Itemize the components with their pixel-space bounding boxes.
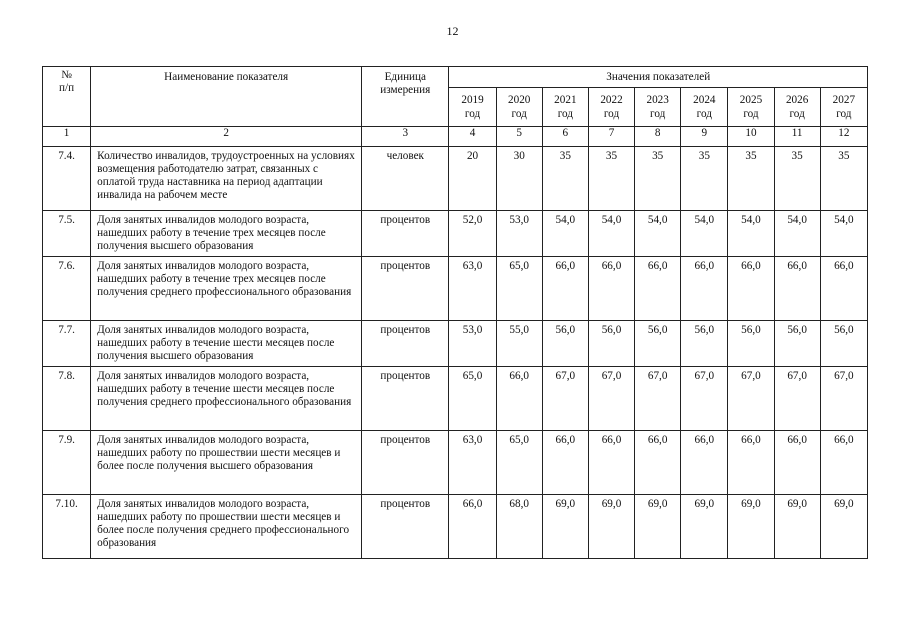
column-index-cell: 3	[362, 127, 449, 147]
column-index-cell: 4	[449, 127, 496, 147]
value-cell: 69,0	[774, 495, 820, 559]
value-cell: 66,0	[774, 431, 820, 495]
indicators-table	[42, 66, 868, 559]
value-cell: 55,0	[496, 321, 542, 367]
value-cell: 66,0	[728, 431, 774, 495]
unit-cell: процентов	[362, 321, 449, 367]
unit-cell: процентов	[362, 257, 449, 321]
value-cell: 66,0	[542, 431, 588, 495]
value-cell: 65,0	[496, 257, 542, 321]
unit-cell: человек	[362, 147, 449, 211]
header-year: 2026 год	[774, 88, 820, 127]
value-cell: 69,0	[542, 495, 588, 559]
column-index-cell: 11	[774, 127, 820, 147]
value-cell: 54,0	[774, 211, 820, 257]
column-index-cell: 12	[820, 127, 867, 147]
header-year: 2022 год	[588, 88, 634, 127]
table-row	[43, 495, 868, 559]
value-cell: 66,0	[635, 431, 681, 495]
value-cell: 67,0	[588, 367, 634, 431]
value-cell: 69,0	[820, 495, 867, 559]
table-row	[43, 147, 868, 211]
value-cell: 69,0	[728, 495, 774, 559]
value-cell: 66,0	[635, 257, 681, 321]
column-index-cell: 6	[542, 127, 588, 147]
value-cell: 67,0	[681, 367, 728, 431]
value-cell: 67,0	[635, 367, 681, 431]
value-cell: 66,0	[542, 257, 588, 321]
value-cell: 66,0	[449, 495, 496, 559]
value-cell: 66,0	[820, 431, 867, 495]
header-row-top	[43, 67, 868, 88]
column-index-cell: 10	[728, 127, 774, 147]
header-values: Значения показателей	[449, 67, 868, 88]
column-index-cell: 5	[496, 127, 542, 147]
value-cell: 66,0	[588, 431, 634, 495]
header-year: 2023 год	[635, 88, 681, 127]
unit-cell: процентов	[362, 495, 449, 559]
value-cell: 63,0	[449, 431, 496, 495]
unit-cell: процентов	[362, 211, 449, 257]
value-cell: 35	[542, 147, 588, 211]
value-cell: 30	[496, 147, 542, 211]
value-cell: 53,0	[496, 211, 542, 257]
header-num: № п/п	[43, 67, 91, 127]
value-cell: 65,0	[449, 367, 496, 431]
indicator-name: Доля занятых инвалидов молодого возраста, нашедших работу в течение шести месяцев после получения среднего профессионального образования	[91, 367, 362, 431]
value-cell: 66,0	[681, 257, 728, 321]
row-number: 7.8.	[43, 367, 91, 431]
header-unit: Единица измерения	[362, 67, 449, 127]
value-cell: 69,0	[588, 495, 634, 559]
value-cell: 66,0	[774, 257, 820, 321]
header-year: 2025 год	[728, 88, 774, 127]
value-cell: 63,0	[449, 257, 496, 321]
header-name: Наименование показателя	[91, 67, 362, 127]
value-cell: 35	[820, 147, 867, 211]
header-year: 2019 год	[449, 88, 496, 127]
header-year: 2021 год	[542, 88, 588, 127]
value-cell: 66,0	[496, 367, 542, 431]
value-cell: 35	[681, 147, 728, 211]
value-cell: 56,0	[542, 321, 588, 367]
value-cell: 35	[774, 147, 820, 211]
value-cell: 66,0	[681, 431, 728, 495]
value-cell: 56,0	[681, 321, 728, 367]
unit-cell: процентов	[362, 431, 449, 495]
value-cell: 53,0	[449, 321, 496, 367]
column-index-cell: 1	[43, 127, 91, 147]
header-year: 2020 год	[496, 88, 542, 127]
value-cell: 54,0	[728, 211, 774, 257]
column-index-cell: 2	[91, 127, 362, 147]
table-body	[43, 147, 868, 559]
value-cell: 69,0	[635, 495, 681, 559]
value-cell: 56,0	[774, 321, 820, 367]
value-cell: 66,0	[728, 257, 774, 321]
unit-cell: процентов	[362, 367, 449, 431]
column-index-cell: 8	[635, 127, 681, 147]
row-number: 7.9.	[43, 431, 91, 495]
header-year: 2024 год	[681, 88, 728, 127]
value-cell: 56,0	[635, 321, 681, 367]
value-cell: 54,0	[542, 211, 588, 257]
value-cell: 56,0	[728, 321, 774, 367]
value-cell: 67,0	[820, 367, 867, 431]
value-cell: 56,0	[588, 321, 634, 367]
row-number: 7.6.	[43, 257, 91, 321]
value-cell: 54,0	[635, 211, 681, 257]
column-index-cell: 7	[588, 127, 634, 147]
value-cell: 67,0	[774, 367, 820, 431]
row-number: 7.10.	[43, 495, 91, 559]
value-cell: 66,0	[588, 257, 634, 321]
value-cell: 67,0	[728, 367, 774, 431]
indicator-name: Доля занятых инвалидов молодого возраста, нашедших работу в течение шести месяцев после получения высшего образования	[91, 321, 362, 367]
indicator-name: Доля занятых инвалидов молодого возраста, нашедших работу по прошествии шести месяцев и более после получения среднего профессионального образования	[91, 495, 362, 559]
indicator-name: Доля занятых инвалидов молодого возраста, нашедших работу по прошествии шести месяцев и более после получения высшего образования	[91, 431, 362, 495]
indicator-name: Количество инвалидов, трудоустроенных на условиях возмещения работодателю затрат, связанных с оплатой труда наставника на период адаптации инвалида на рабочем месте	[91, 147, 362, 211]
value-cell: 54,0	[588, 211, 634, 257]
table-row	[43, 211, 868, 257]
value-cell: 20	[449, 147, 496, 211]
value-cell: 68,0	[496, 495, 542, 559]
column-index-row	[43, 127, 868, 147]
indicator-name: Доля занятых инвалидов молодого возраста, нашедших работу в течение трех месяцев после получения высшего образования	[91, 211, 362, 257]
value-cell: 54,0	[681, 211, 728, 257]
value-cell: 66,0	[820, 257, 867, 321]
header-year: 2027 год	[820, 88, 867, 127]
table-row	[43, 321, 868, 367]
value-cell: 56,0	[820, 321, 867, 367]
value-cell: 35	[588, 147, 634, 211]
column-index-cell: 9	[681, 127, 728, 147]
page-number: 12	[446, 24, 459, 38]
indicator-name: Доля занятых инвалидов молодого возраста, нашедших работу в течение трех месяцев после получения среднего профессионального образования	[91, 257, 362, 321]
value-cell: 54,0	[820, 211, 867, 257]
value-cell: 65,0	[496, 431, 542, 495]
value-cell: 69,0	[681, 495, 728, 559]
table-row	[43, 431, 868, 495]
value-cell: 67,0	[542, 367, 588, 431]
value-cell: 35	[728, 147, 774, 211]
table-row	[43, 257, 868, 321]
value-cell: 35	[635, 147, 681, 211]
row-number: 7.4.	[43, 147, 91, 211]
value-cell: 52,0	[449, 211, 496, 257]
table-row	[43, 367, 868, 431]
row-number: 7.7.	[43, 321, 91, 367]
row-number: 7.5.	[43, 211, 91, 257]
